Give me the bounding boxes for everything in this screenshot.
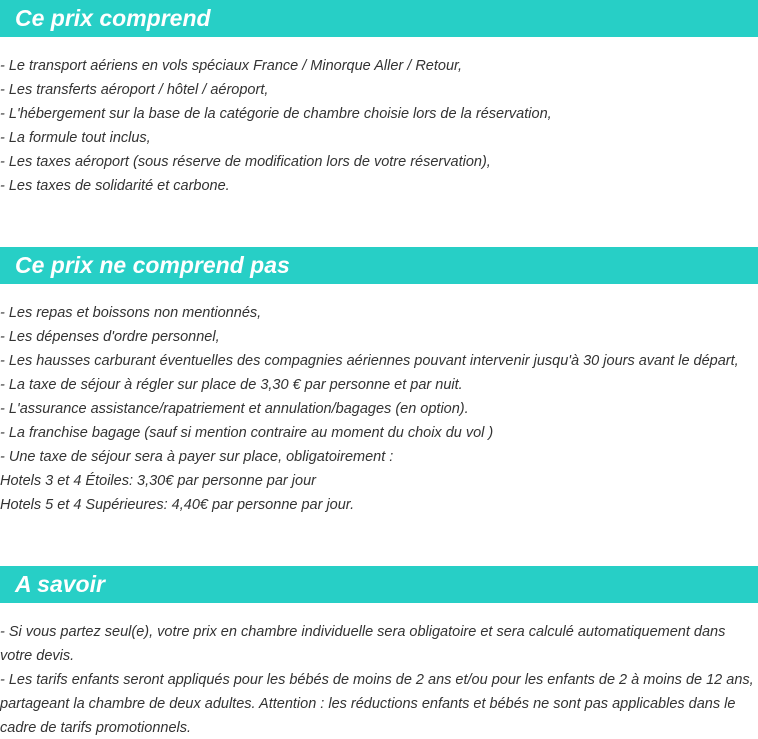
list-item: - La franchise bagage (sauf si mention contraire au moment du choix du vol ) [0, 425, 494, 441]
info-paragraph-solo: - Si vous partez seul(e), votre prix en chambre individuelle sera obligatoire et sera calculé automatiquement dans votre devis. [0, 624, 726, 664]
list-item: - Les dépenses d'ordre personnel, [0, 329, 220, 345]
section-title-includes: Ce prix comprend [15, 5, 211, 31]
list-item: - Une taxe de séjour sera à payer sur place, obligatoirement : [0, 449, 394, 465]
section-header-info [0, 566, 758, 603]
section-header-includes [0, 0, 758, 37]
section-title-info: A savoir [15, 571, 105, 597]
includes-list [0, 54, 758, 198]
info-paragraph-children: - Les tarifs enfants seront appliqués pour les bébés de moins de 2 ans et/ou pour les enfants de 2 à moins de 12 ans, partageant la chambre de deux adultes. Attention : les réductions enfants et bébés ne sont pas applicables dans le cadre de tarifs promotionnels. [0, 672, 754, 736]
list-item: - La taxe de séjour à régler sur place de 3,30 € par personne et par nuit. [0, 377, 463, 393]
list-item: - Le transport aériens en vols spéciaux France / Minorque Aller / Retour, [0, 58, 463, 74]
list-item: - Les taxes aéroport (sous réserve de modification lors de votre réservation), [0, 154, 491, 170]
section-title-excludes: Ce prix ne comprend pas [15, 252, 290, 278]
list-item: - La formule tout inclus, [0, 130, 151, 146]
list-item: - Les transferts aéroport / hôtel / aéroport, [0, 82, 269, 98]
list-item: - Les hausses carburant éventuelles des compagnies aériennes pouvant intervenir jusqu'à 30 jours avant le départ, [0, 353, 739, 369]
list-item: - L'assurance assistance/rapatriement et annulation/bagages (en option). [0, 401, 469, 417]
list-item: Hotels 3 et 4 Étoiles: 3,30€ par personne par jour [0, 473, 316, 489]
list-item: - Les taxes de solidarité et carbone. [0, 178, 230, 194]
list-item: - Les repas et boissons non mentionnés, [0, 305, 262, 321]
list-item: Hotels 5 et 4 Supérieures: 4,40€ par personne par jour. [0, 497, 355, 513]
excludes-list [0, 301, 758, 517]
section-header-excludes [0, 247, 758, 284]
list-item: - L'hébergement sur la base de la catégorie de chambre choisie lors de la réservation, [0, 106, 552, 122]
